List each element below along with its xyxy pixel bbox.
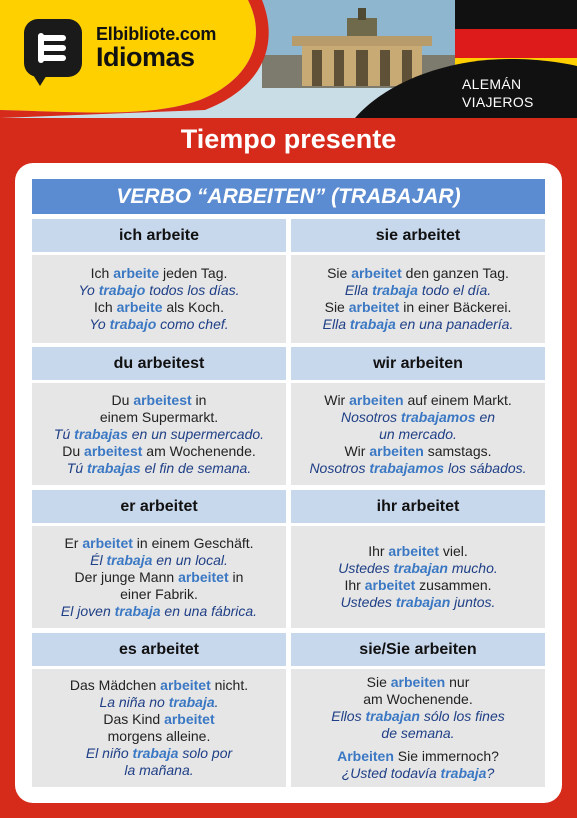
sentence-text: sólo los fines: [419, 708, 505, 724]
sentence-text: El niño: [85, 745, 133, 761]
german-line: [75, 569, 244, 586]
spanish-line: [99, 694, 218, 711]
sentence-text: den ganzen Tag.: [401, 265, 509, 281]
sentence-text: en una fábrica.: [160, 602, 258, 619]
verb-highlight: arbeitet: [178, 568, 229, 585]
spanish-line: [90, 552, 228, 569]
sentence-text: en un supermercado.: [127, 425, 265, 442]
verb-highlight: arbeitet: [164, 711, 215, 727]
sentence-text: Tú: [53, 425, 75, 442]
pronoun-sie: sie arbeitet: [291, 219, 545, 252]
sentence-text: Sie: [366, 674, 391, 690]
verb-highlight: trabajas: [87, 459, 141, 476]
spanish-line: [54, 426, 264, 443]
examples-du: [32, 383, 286, 485]
verb-highlight: arbeiten: [349, 391, 404, 408]
sentence-text: Tú: [66, 459, 87, 476]
verb-highlight: arbeitet: [388, 543, 439, 559]
verb-highlight: trabajas: [74, 425, 128, 442]
pronoun-er: er arbeitet: [32, 490, 286, 523]
spanish-line: [381, 725, 454, 742]
sentence-text: nur: [445, 674, 470, 690]
sentence-text: Das Mädchen: [69, 677, 161, 693]
logo-icon: [24, 19, 82, 77]
german-line: [94, 299, 224, 316]
sentence-text: einem Supermarkt.: [99, 408, 219, 425]
spanish-line: [89, 316, 228, 333]
examples-wir: [291, 383, 545, 485]
spanish-line: [61, 603, 257, 620]
german-line: [324, 392, 512, 409]
sentence-text: Das Kind: [103, 711, 165, 727]
sentence-text: nicht.: [210, 677, 249, 693]
verb-highlight: trabaja: [440, 765, 487, 781]
verb-highlight: arbeiten: [369, 442, 424, 459]
sentence-text: ¿Usted todavía: [341, 765, 441, 781]
sentence-text: los sábados.: [444, 459, 527, 476]
spanish-line: [379, 426, 457, 443]
spanish-line: [86, 745, 232, 762]
sentence-text: Nosotros: [340, 408, 401, 425]
sentence-text: en un local.: [152, 551, 228, 568]
sentence-text: .: [214, 694, 219, 710]
german-line: [108, 728, 211, 745]
spanish-line: [124, 762, 193, 779]
spanish-line: [342, 765, 495, 782]
verb-highlight: trabaja: [168, 694, 215, 710]
german-line: [325, 299, 512, 316]
german-line: [112, 392, 207, 409]
sentence-text: Ellos: [331, 708, 366, 724]
sentence-text: Sie immernoch?: [393, 748, 499, 764]
sentence-text: Ustedes: [338, 560, 394, 576]
german-line: [344, 443, 491, 460]
spanish-line: [341, 409, 495, 426]
sentence-text: Ihr: [368, 543, 389, 559]
sentence-text: Sie: [327, 265, 352, 281]
pronoun-wir: wir arbeiten: [291, 347, 545, 380]
examples-ihr: [291, 526, 545, 628]
examples-sie: [291, 255, 545, 343]
sentence-text: viel.: [439, 543, 468, 559]
verb-highlight: trabajo: [98, 282, 146, 298]
german-line: [363, 691, 472, 708]
german-line: [367, 674, 470, 691]
german-line: [337, 748, 499, 765]
verb-highlight: trabajamos: [400, 408, 476, 425]
sentence-text: Ich: [90, 265, 114, 281]
german-line: [91, 265, 228, 282]
sentence-text: Nosotros: [309, 459, 370, 476]
pronoun-es: es arbeitet: [32, 633, 286, 666]
sentence-text: ?: [486, 765, 495, 781]
german-line: [70, 677, 248, 694]
verb-highlight: trabajan: [365, 708, 420, 724]
examples-er: [32, 526, 286, 628]
verb-header: VERBO “ARBEITEN” (TRABAJAR): [32, 179, 545, 214]
brand-site: Elbibliote.com: [96, 24, 217, 44]
sentence-text: juntos.: [450, 594, 496, 610]
spanish-line: [345, 282, 491, 299]
german-line: [103, 711, 214, 728]
sentence-text: Yo: [78, 282, 99, 298]
verb-highlight: arbeitet: [160, 677, 211, 693]
sentence-text: Ihr: [344, 577, 365, 593]
page-title: Tiempo presente: [180, 124, 397, 154]
spanish-line: [78, 282, 239, 299]
sentence-text: solo por: [178, 745, 233, 761]
sentence-text: morgens alleine.: [107, 728, 211, 744]
german-line: [120, 586, 198, 603]
spanish-line: [309, 460, 526, 477]
sentence-text: samstags.: [423, 442, 492, 459]
verb-highlight: trabaja: [114, 602, 161, 619]
sentence-text: como chef.: [156, 316, 229, 332]
verb-highlight: trabajan: [395, 594, 451, 610]
sentence-text: El joven: [60, 602, 115, 619]
verb-highlight: arbeiten: [390, 674, 446, 690]
german-line: [368, 543, 468, 560]
sentence-text: un mercado.: [379, 425, 457, 442]
sentence-text: als Koch.: [162, 299, 224, 315]
sentence-text: de semana.: [381, 725, 455, 741]
sentence-text: todos los días.: [145, 282, 240, 298]
sentence-text: einer Fabrik.: [120, 585, 198, 602]
german-line: [62, 443, 256, 460]
verb-highlight: trabajamos: [369, 459, 445, 476]
sentence-text: La niña no: [99, 694, 169, 710]
sentence-text: Ich: [94, 299, 117, 315]
examples-sie-plural: [291, 669, 545, 787]
sentence-text: am Wochenende.: [363, 691, 473, 707]
verb-highlight: trabajan: [393, 560, 448, 576]
pronoun-sie-plural: sie/Sie arbeiten: [291, 633, 545, 666]
verb-highlight: arbeitet: [348, 299, 400, 315]
verb-highlight: arbeitest: [133, 391, 192, 408]
tag-audience: VIAJEROS: [462, 94, 534, 110]
german-line: [344, 577, 491, 594]
examples-es: [32, 669, 286, 787]
sentence-text: in einer Bäckerei.: [399, 299, 512, 315]
sentence-text: Sie: [324, 299, 349, 315]
sentence-text: en una panadería.: [395, 316, 514, 332]
verb-highlight: trabaja: [372, 282, 418, 298]
verb-highlight: arbeite: [113, 265, 160, 281]
header: [0, 0, 577, 118]
sentence-text: Wir: [324, 391, 350, 408]
sentence-text: Du: [111, 391, 134, 408]
sentence-text: zusammen.: [415, 577, 492, 593]
sentence-text: in: [191, 391, 207, 408]
sentence-text: jeden Tag.: [159, 265, 228, 281]
sentence-text: Du: [62, 442, 85, 459]
sentence-text: am Wochenende.: [142, 442, 256, 459]
verb-highlight: trabaja: [132, 745, 179, 761]
sentence-text: Der junge Mann: [74, 568, 179, 585]
verb-highlight: arbeitet: [82, 534, 133, 551]
sentence-text: Ustedes: [340, 594, 396, 610]
examples-ich: [32, 255, 286, 343]
verb-highlight: arbeite: [116, 299, 163, 315]
spanish-line: [331, 708, 505, 725]
spanish-line: [338, 560, 498, 577]
sentence-text: el fin de semana.: [140, 459, 252, 476]
pronoun-ich: ich arbeite: [32, 219, 286, 252]
sentence-text: Ella: [322, 316, 350, 332]
spanish-line: [341, 594, 496, 611]
german-line: [100, 409, 218, 426]
sentence-text: mucho.: [447, 560, 498, 576]
sentence-text: la mañana.: [124, 762, 194, 778]
sentence-text: in: [228, 568, 244, 585]
spanish-line: [323, 316, 514, 333]
sentence-text: en: [475, 408, 496, 425]
verb-highlight: arbeitest: [84, 442, 143, 459]
verb-highlight: trabaja: [106, 551, 153, 568]
sentence-text: Ella: [344, 282, 373, 298]
tag-language: ALEMÁN: [462, 76, 522, 92]
sentence-text: auf einem Markt.: [403, 391, 512, 408]
german-line: [327, 265, 509, 282]
brand-name: Idiomas: [96, 42, 195, 72]
verb-highlight: trabajo: [109, 316, 157, 332]
verb-highlight: arbeitet: [351, 265, 402, 281]
logo-tail: [30, 70, 50, 86]
sentence-text: Yo: [89, 316, 110, 332]
pronoun-ihr: ihr arbeitet: [291, 490, 545, 523]
sentence-text: Er: [64, 534, 83, 551]
sentence-text: Wir: [344, 442, 370, 459]
verb-highlight: arbeitet: [364, 577, 416, 593]
verb-highlight: Arbeiten: [337, 748, 394, 764]
german-line: [64, 535, 253, 552]
spanish-line: [67, 460, 251, 477]
sentence-text: in einem Geschäft.: [132, 534, 254, 551]
pronoun-du: du arbeitest: [32, 347, 286, 380]
sentence-text: Él: [90, 551, 107, 568]
sentence-text: todo el día.: [417, 282, 492, 298]
verb-highlight: trabaja: [349, 316, 396, 332]
